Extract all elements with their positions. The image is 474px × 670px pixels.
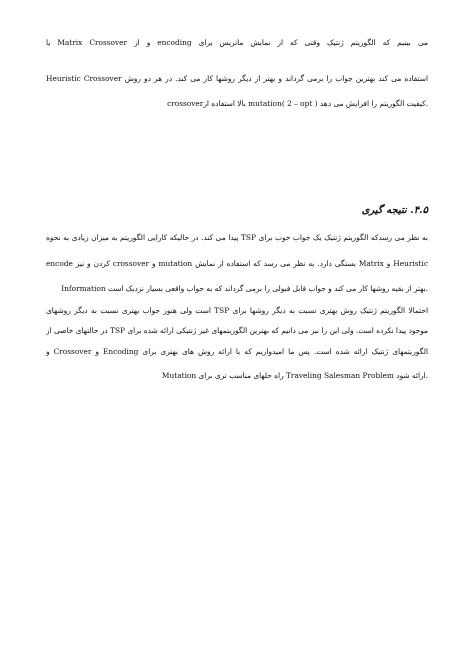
intro-paragraph-line: می بینیم که الگوریتم ژنتیک وقتی که از نمایش ماتریس برای encoding و از Matrix Crossover یا — [46, 38, 428, 47]
conclusion-paragraph-line: Mutation راه حلهای مناسب تری برای Traveling Salesman Problem ارائه شود. — [161, 371, 428, 380]
conclusion-paragraph-line: الگوریتمهای ژنتیک ارائه شده است. پس ما امیدواریم که با ارائه روش های بهتری برای Encoding و Crossover و — [46, 347, 428, 356]
conclusion-paragraph-line: Information بهتر از بقیه روشها کار می کند و جواب قابل قبولی را برمی گرداند که به جواب واقعی بسیار نزدیک است. — [61, 284, 428, 293]
intro-paragraph-line: Heuristic Crossover استفاده می کند بهترین جواب را برمی گرداند و بهتر از دیگر روشها کار می کند. در هر دو روش — [46, 74, 428, 83]
conclusion-paragraph-line: به نظر می رسدکه الگوریتم ژنتیک یک جواب خوب برای TSP پیدا می کند. در حالیکه کارایی الگوریتم به میزان زیادی به نحوه — [46, 233, 428, 242]
conclusion-paragraph-line: موجود پیدا نکرده است. ولی این را نیز می دانیم که بهترین الگوریتمهای غیر ژنتیکی ارائه شده برای TSP در حالتهای خاصی از — [46, 326, 428, 335]
conclusion-paragraph-line: احتمالا الگوریتم ژنتیک روش بهتری نسبت به دیگر روشها برای TSP است ولی هنوز جواب بهتری نسبت به دیگر روشهای — [46, 306, 428, 315]
intro-paragraph-line: crossoverبالا استفاده از mutation( 2 – opt ) کیفیت الگوریتم را افزایش می دهد. — [167, 99, 428, 108]
section-heading: ۴.۵. نتیجه گیری — [361, 205, 428, 216]
conclusion-paragraph-line: encode کردن و نیز crossover و mutation بستگی دارد. به نظر می رسد که استفاده از نمایش Matrix و Heuristic — [46, 259, 428, 268]
